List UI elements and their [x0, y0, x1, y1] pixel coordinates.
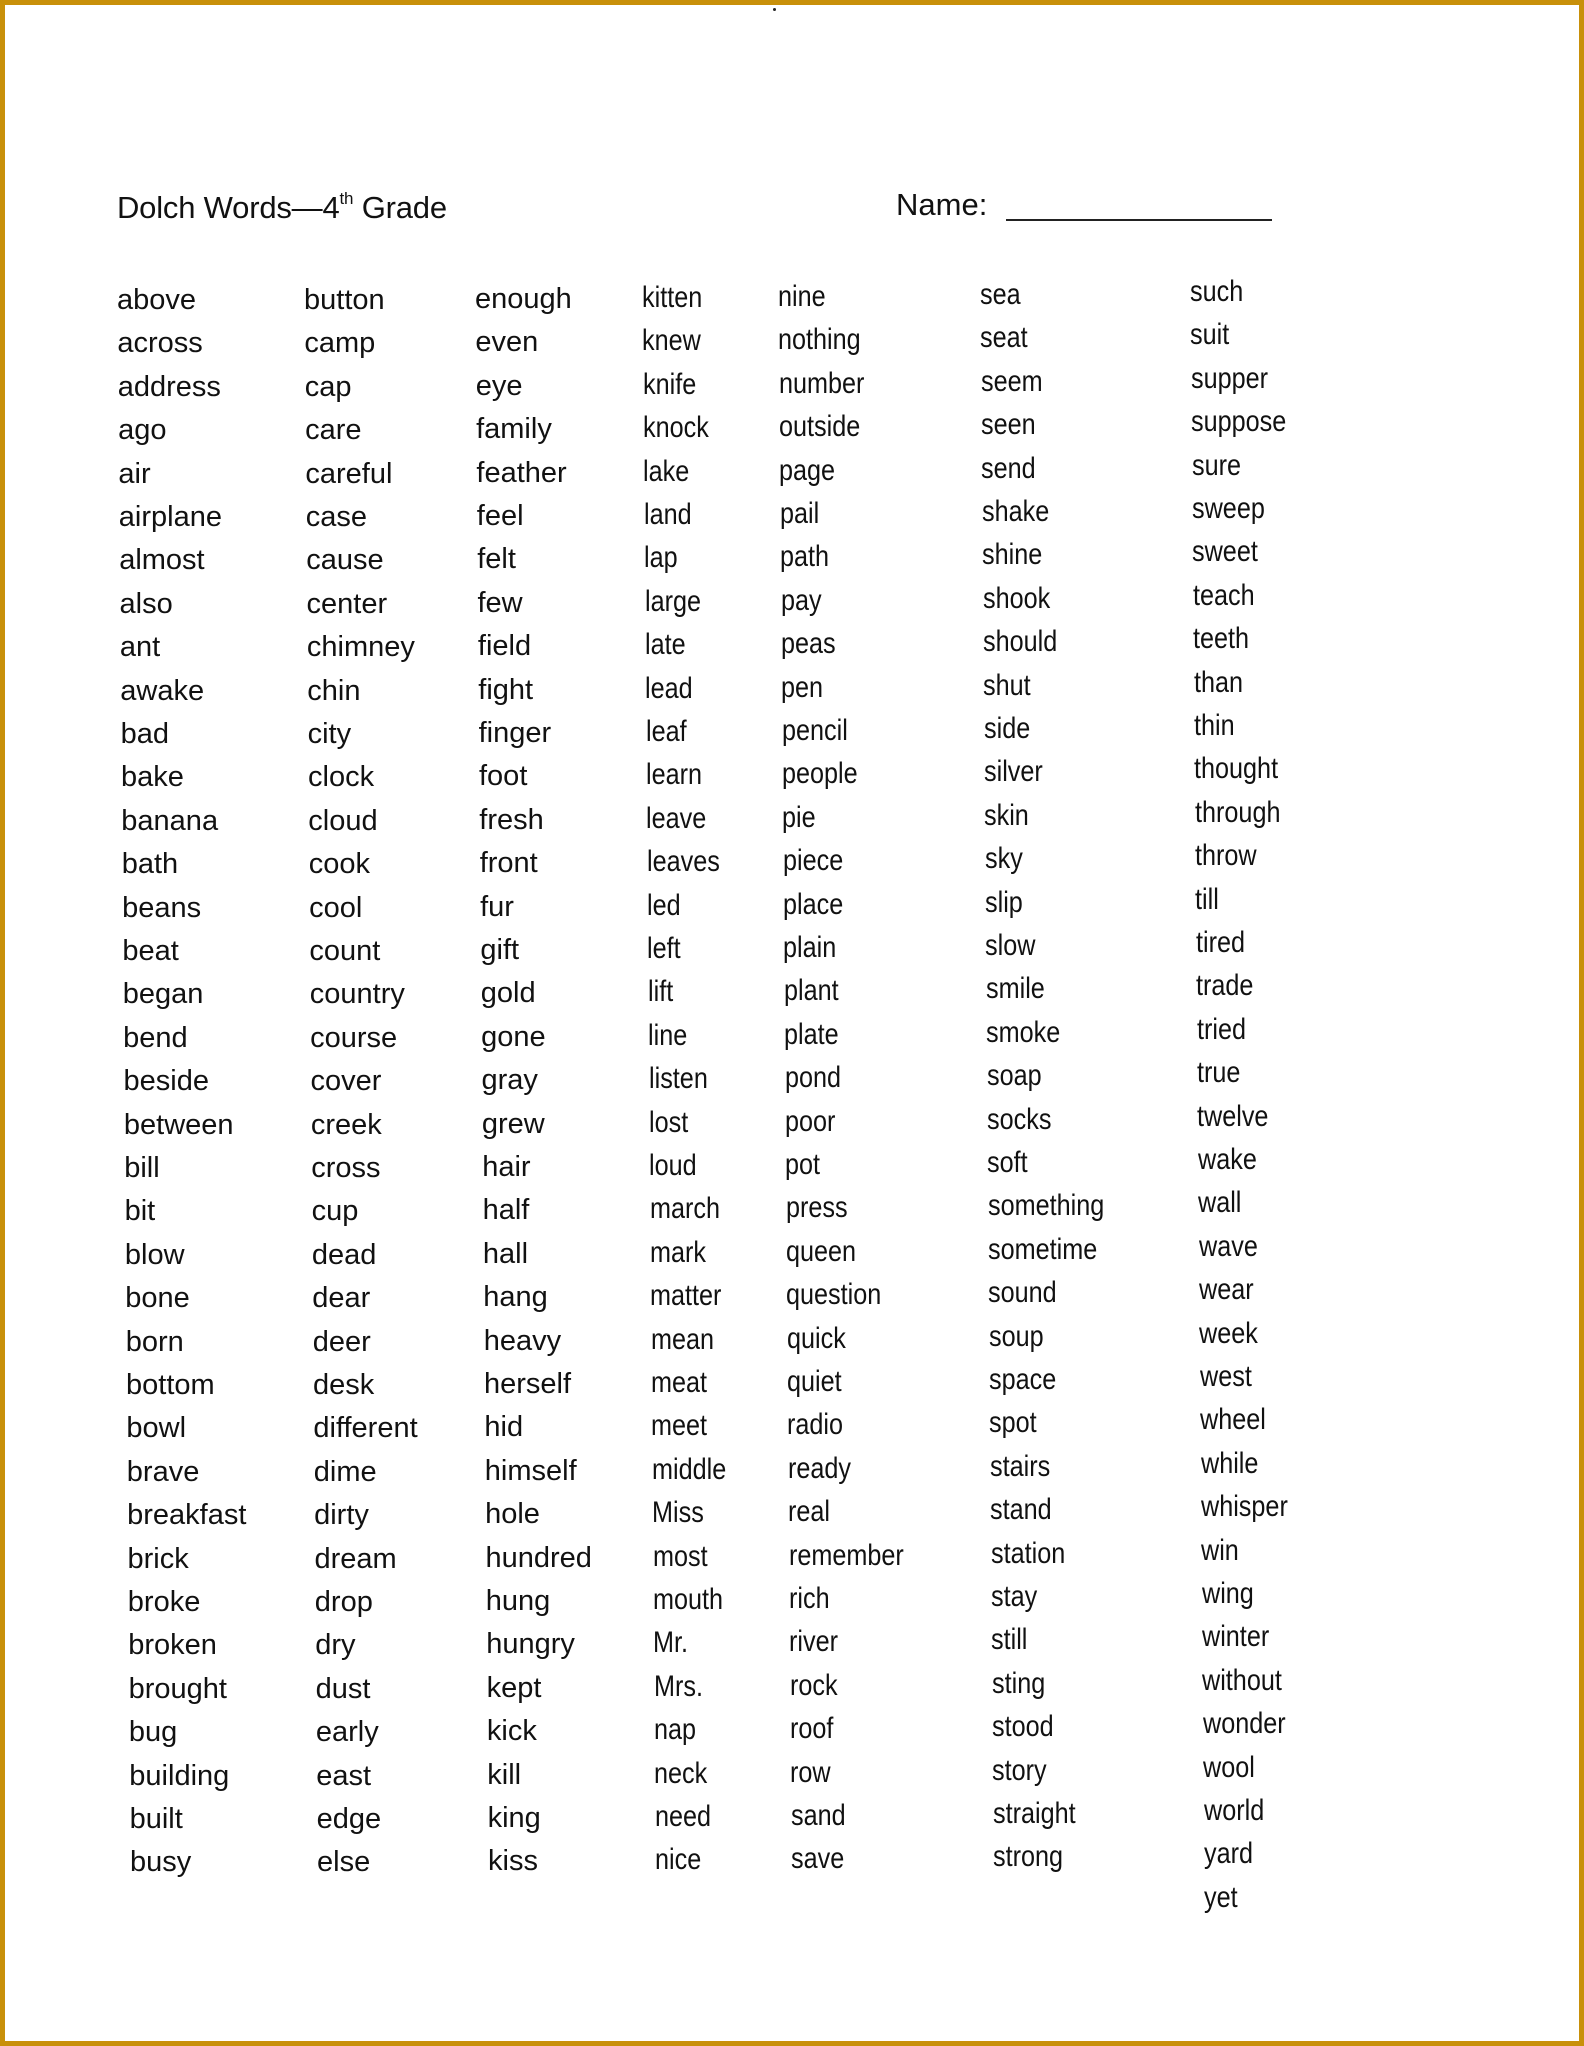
word-item: piece — [782, 844, 843, 878]
word-item: smile — [985, 972, 1045, 1006]
word-item: smoke — [986, 1015, 1061, 1049]
word-item: peas — [780, 627, 836, 661]
word-item: knock — [643, 411, 709, 445]
word-item: count — [309, 935, 381, 967]
word-item: chin — [307, 674, 361, 707]
word-item: east — [316, 1759, 372, 1792]
word-item: bone — [125, 1282, 190, 1315]
word-item: outside — [779, 410, 861, 444]
word-item: drop — [314, 1586, 373, 1618]
title-suffix: Grade — [353, 190, 447, 225]
word-item: hundred — [485, 1541, 592, 1574]
word-item: sweep — [1191, 492, 1265, 525]
word-item: place — [783, 887, 844, 921]
word-item: brick — [127, 1542, 189, 1575]
word-item: left — [647, 932, 682, 965]
word-item: beside — [123, 1065, 209, 1098]
word-item: real — [788, 1495, 831, 1529]
word-item: gold — [480, 977, 536, 1010]
word-item: clock — [308, 761, 375, 794]
word-item: herself — [484, 1368, 572, 1400]
word-item: listen — [648, 1062, 708, 1096]
word-item: hall — [482, 1237, 529, 1270]
word-item: else — [317, 1846, 371, 1879]
word-item: march — [649, 1192, 720, 1226]
word-item: sea — [980, 278, 1021, 311]
word-item: family — [476, 413, 552, 446]
word-item: number — [778, 366, 865, 400]
word-item: socks — [986, 1102, 1052, 1136]
word-item: enough — [475, 283, 572, 315]
word-item: shake — [981, 495, 1050, 528]
word-item: twelve — [1197, 1099, 1269, 1133]
word-item: soft — [987, 1146, 1028, 1179]
word-item: airplane — [118, 501, 222, 533]
word-item: sky — [984, 842, 1023, 876]
word-item: station — [990, 1536, 1065, 1570]
word-item: lake — [643, 454, 690, 488]
word-item: cloud — [308, 804, 378, 837]
word-item: beans — [122, 891, 202, 924]
word-item: few — [477, 586, 523, 619]
word-item: gray — [481, 1064, 538, 1097]
word-item: sometime — [987, 1232, 1098, 1266]
word-item: cross — [311, 1152, 381, 1184]
word-item: mouth — [652, 1583, 723, 1616]
word-item: across — [117, 327, 203, 360]
word-item: straight — [992, 1797, 1076, 1830]
word-item: feel — [476, 500, 524, 532]
word-item: awake — [120, 674, 205, 707]
word-item: rich — [788, 1582, 830, 1615]
word-item: supper — [1190, 361, 1268, 395]
word-item: seem — [980, 364, 1043, 398]
word-item: finger — [478, 717, 552, 749]
word-item: most — [652, 1539, 708, 1573]
word-item: led — [647, 888, 681, 922]
word-item: question — [786, 1278, 882, 1312]
word-item: broken — [128, 1629, 217, 1662]
word-item: roof — [789, 1712, 834, 1746]
word-item: win — [1201, 1533, 1240, 1567]
word-item: dry — [315, 1629, 356, 1662]
word-item: lost — [648, 1105, 689, 1139]
word-item: wall — [1198, 1186, 1242, 1220]
word-item: through — [1194, 795, 1281, 829]
word-item: wool — [1203, 1750, 1256, 1784]
word-item: still — [991, 1623, 1028, 1657]
word-item: city — [307, 718, 352, 750]
word-item: button — [304, 284, 385, 316]
word-item: air — [118, 457, 151, 490]
title-superscript: th — [339, 188, 354, 208]
word-item: lap — [644, 541, 678, 575]
word-item: dead — [311, 1238, 377, 1271]
word-item: bill — [124, 1152, 160, 1184]
word-item: stood — [991, 1710, 1054, 1744]
word-item: began — [122, 978, 204, 1011]
word-item: thin — [1193, 709, 1235, 742]
word-item: quiet — [787, 1365, 842, 1398]
word-item: sand — [790, 1799, 846, 1832]
word-item: rock — [789, 1668, 838, 1702]
word-item: desk — [313, 1369, 375, 1401]
word-item: foot — [479, 760, 528, 793]
word-item: sure — [1191, 448, 1241, 482]
word-item: ant — [119, 631, 161, 664]
word-item: winter — [1202, 1620, 1270, 1654]
word-item: nine — [778, 280, 826, 313]
word-item: path — [780, 540, 830, 574]
word-item: stay — [990, 1580, 1038, 1613]
word-item: grew — [481, 1107, 545, 1140]
word-item: bad — [120, 718, 169, 750]
word-item: leaves — [646, 845, 720, 879]
word-item: king — [487, 1802, 541, 1834]
word-item: edge — [316, 1803, 382, 1835]
word-item: heavy — [483, 1324, 562, 1357]
word-item: silver — [984, 755, 1043, 789]
word-item: than — [1193, 665, 1243, 699]
word-item: broke — [127, 1586, 201, 1618]
word-item: lift — [647, 975, 673, 1009]
word-item: whisper — [1200, 1490, 1288, 1524]
word-item: case — [305, 501, 368, 533]
word-item: dirty — [314, 1499, 369, 1532]
word-item: Miss — [652, 1496, 704, 1530]
word-item: plate — [784, 1017, 839, 1051]
word-item: gone — [481, 1020, 546, 1053]
word-item: plain — [783, 931, 837, 964]
word-item: fresh — [479, 803, 544, 836]
word-item: page — [779, 453, 836, 487]
word-item: people — [782, 757, 858, 791]
word-item: breakfast — [127, 1499, 247, 1532]
word-item: story — [992, 1753, 1047, 1787]
word-item: almost — [119, 544, 205, 577]
word-item: wonder — [1202, 1707, 1286, 1741]
word-item: skin — [984, 798, 1030, 832]
word-item: space — [989, 1363, 1057, 1396]
word-item: dime — [313, 1455, 377, 1488]
word-item: deer — [312, 1325, 371, 1358]
word-item: stairs — [989, 1449, 1051, 1483]
word-item: soup — [988, 1319, 1044, 1353]
word-item: early — [315, 1716, 379, 1749]
word-item: should — [982, 625, 1058, 659]
word-item: address — [117, 370, 221, 403]
word-item: pond — [784, 1061, 841, 1095]
word-item: kill — [487, 1758, 522, 1791]
word-item: cool — [309, 891, 363, 924]
word-item: creek — [310, 1108, 382, 1141]
word-item: blow — [124, 1238, 185, 1271]
word-item: bit — [124, 1195, 156, 1228]
word-item: stand — [990, 1493, 1052, 1527]
word-item: line — [648, 1018, 688, 1052]
word-item: bath — [121, 848, 179, 881]
word-item: cover — [310, 1065, 382, 1098]
word-item: beat — [122, 935, 179, 967]
word-item: feather — [476, 456, 567, 489]
word-item: different — [313, 1412, 418, 1445]
word-item: yard — [1204, 1837, 1254, 1871]
word-item: middle — [651, 1452, 727, 1486]
word-item: pot — [785, 1148, 821, 1181]
word-item: chimney — [306, 631, 415, 664]
word-item: shook — [982, 581, 1050, 615]
page-title — [117, 188, 447, 228]
word-item: hungry — [486, 1628, 575, 1661]
word-item: dream — [314, 1542, 397, 1575]
word-item: plant — [783, 974, 839, 1008]
word-item: land — [643, 498, 692, 531]
word-item: himself — [484, 1454, 577, 1487]
word-item: between — [123, 1108, 234, 1141]
word-item: Mr. — [653, 1626, 689, 1660]
word-item: born — [125, 1325, 184, 1358]
word-item: pail — [779, 497, 820, 530]
word-item: camp — [304, 327, 376, 360]
word-item: thought — [1194, 752, 1279, 786]
word-item: hang — [483, 1281, 548, 1314]
word-item: bottom — [126, 1369, 215, 1401]
word-item: front — [479, 847, 538, 880]
word-item: trade — [1196, 969, 1254, 1003]
word-item: dust — [315, 1672, 371, 1705]
word-item: sting — [991, 1666, 1045, 1700]
word-item: fur — [480, 890, 514, 923]
word-item: nothing — [778, 323, 862, 357]
word-item: throw — [1195, 839, 1257, 873]
word-item: fight — [478, 673, 534, 706]
word-item: hung — [485, 1585, 551, 1617]
word-item: eye — [475, 369, 523, 402]
word-item: wave — [1198, 1229, 1258, 1263]
word-item: press — [785, 1191, 848, 1225]
word-item: strong — [993, 1840, 1064, 1874]
name-label: Name: — [896, 187, 988, 222]
word-item: kept — [486, 1671, 542, 1704]
word-item: nap — [653, 1713, 696, 1747]
word-item: suit — [1190, 318, 1230, 352]
word-item: world — [1203, 1794, 1264, 1827]
word-item: busy — [130, 1846, 192, 1879]
word-item: without — [1202, 1663, 1283, 1697]
word-item: poor — [784, 1104, 836, 1138]
word-item: shine — [982, 538, 1043, 572]
word-item: bake — [121, 761, 184, 794]
word-item: leaf — [645, 715, 687, 748]
word-item: knife — [642, 367, 696, 401]
word-item: pay — [780, 583, 822, 617]
word-item: remember — [788, 1538, 904, 1572]
word-item: west — [1199, 1360, 1252, 1393]
word-item: row — [790, 1755, 831, 1789]
word-item: center — [306, 587, 388, 620]
title-prefix: Dolch Words—4 — [117, 190, 340, 225]
word-item: kitten — [642, 281, 703, 314]
word-item: bug — [128, 1716, 178, 1749]
word-item: loud — [649, 1149, 697, 1182]
word-item: meet — [651, 1409, 708, 1443]
word-item: tired — [1195, 926, 1245, 959]
word-item: tried — [1196, 1012, 1246, 1046]
word-item: pencil — [781, 714, 848, 747]
word-item: cup — [311, 1195, 359, 1228]
word-item: something — [987, 1189, 1104, 1223]
word-item: wear — [1198, 1273, 1254, 1307]
word-item: hid — [484, 1411, 524, 1444]
word-item: Mrs. — [653, 1669, 703, 1703]
word-item: mark — [649, 1235, 706, 1269]
word-item: till — [1195, 882, 1220, 916]
word-item: above — [117, 284, 197, 316]
word-item: careful — [305, 457, 393, 490]
word-item: while — [1200, 1446, 1258, 1480]
word-item: seat — [980, 321, 1029, 355]
scan-speck — [773, 8, 776, 11]
word-item: cap — [304, 370, 352, 403]
word-item: banana — [121, 804, 219, 837]
word-item: cook — [308, 848, 370, 881]
word-item: gift — [480, 934, 520, 966]
word-item: leave — [646, 801, 707, 835]
word-item: bowl — [126, 1412, 187, 1445]
word-item: kiss — [488, 1845, 538, 1878]
word-item: send — [981, 451, 1037, 485]
word-item: learn — [646, 758, 703, 792]
word-item: ready — [787, 1451, 851, 1485]
word-item: wheel — [1200, 1403, 1266, 1437]
word-item: hair — [482, 1151, 531, 1183]
word-item: soap — [986, 1059, 1042, 1093]
word-item: suppose — [1191, 405, 1287, 439]
word-item: queen — [785, 1234, 856, 1268]
word-item: half — [482, 1194, 530, 1227]
word-item: lead — [645, 671, 693, 705]
word-item: dear — [312, 1282, 371, 1315]
word-item: cause — [306, 544, 384, 577]
word-item: built — [129, 1803, 183, 1835]
word-item: pen — [781, 670, 824, 704]
word-item: save — [791, 1842, 845, 1876]
word-item: quick — [786, 1321, 846, 1355]
word-item: meat — [651, 1366, 708, 1399]
word-item: field — [477, 630, 532, 663]
word-item: large — [644, 584, 701, 618]
word-item: shut — [983, 668, 1031, 702]
word-item: river — [789, 1625, 839, 1659]
word-item: sweet — [1192, 535, 1259, 569]
word-item: brought — [128, 1672, 227, 1705]
word-item: radio — [787, 1408, 844, 1442]
word-item: slip — [985, 885, 1023, 919]
word-item: true — [1197, 1056, 1241, 1090]
word-item: sound — [988, 1276, 1057, 1310]
word-item: nice — [655, 1843, 702, 1877]
word-item: neck — [654, 1756, 708, 1790]
word-item: pie — [782, 800, 816, 834]
word-item: knew — [642, 324, 702, 358]
word-item: seen — [981, 408, 1036, 442]
word-item: mean — [650, 1322, 714, 1356]
word-item: wake — [1197, 1143, 1257, 1176]
word-item: yet — [1204, 1880, 1239, 1914]
word-item: wing — [1201, 1577, 1254, 1610]
word-item: care — [305, 414, 362, 447]
word-item: slow — [985, 929, 1036, 962]
word-item: even — [475, 326, 539, 359]
word-item: building — [129, 1759, 230, 1792]
word-item: spot — [989, 1406, 1038, 1440]
name-field-line[interactable] — [1006, 219, 1272, 221]
word-item: need — [654, 1800, 711, 1833]
word-item: felt — [477, 543, 516, 576]
word-item: week — [1199, 1316, 1259, 1350]
word-item: hole — [485, 1498, 540, 1531]
word-item: country — [309, 978, 405, 1011]
word-item: also — [119, 587, 173, 620]
word-item: brave — [126, 1455, 200, 1488]
word-item: ago — [118, 414, 167, 447]
word-item: such — [1190, 275, 1244, 308]
word-item: course — [310, 1021, 398, 1054]
word-item: matter — [650, 1279, 722, 1313]
word-item: bend — [123, 1021, 188, 1054]
word-item: teach — [1192, 578, 1255, 612]
word-item: teeth — [1193, 622, 1250, 656]
word-item: kick — [486, 1715, 537, 1748]
word-item: side — [983, 712, 1030, 745]
word-item: late — [644, 628, 686, 662]
